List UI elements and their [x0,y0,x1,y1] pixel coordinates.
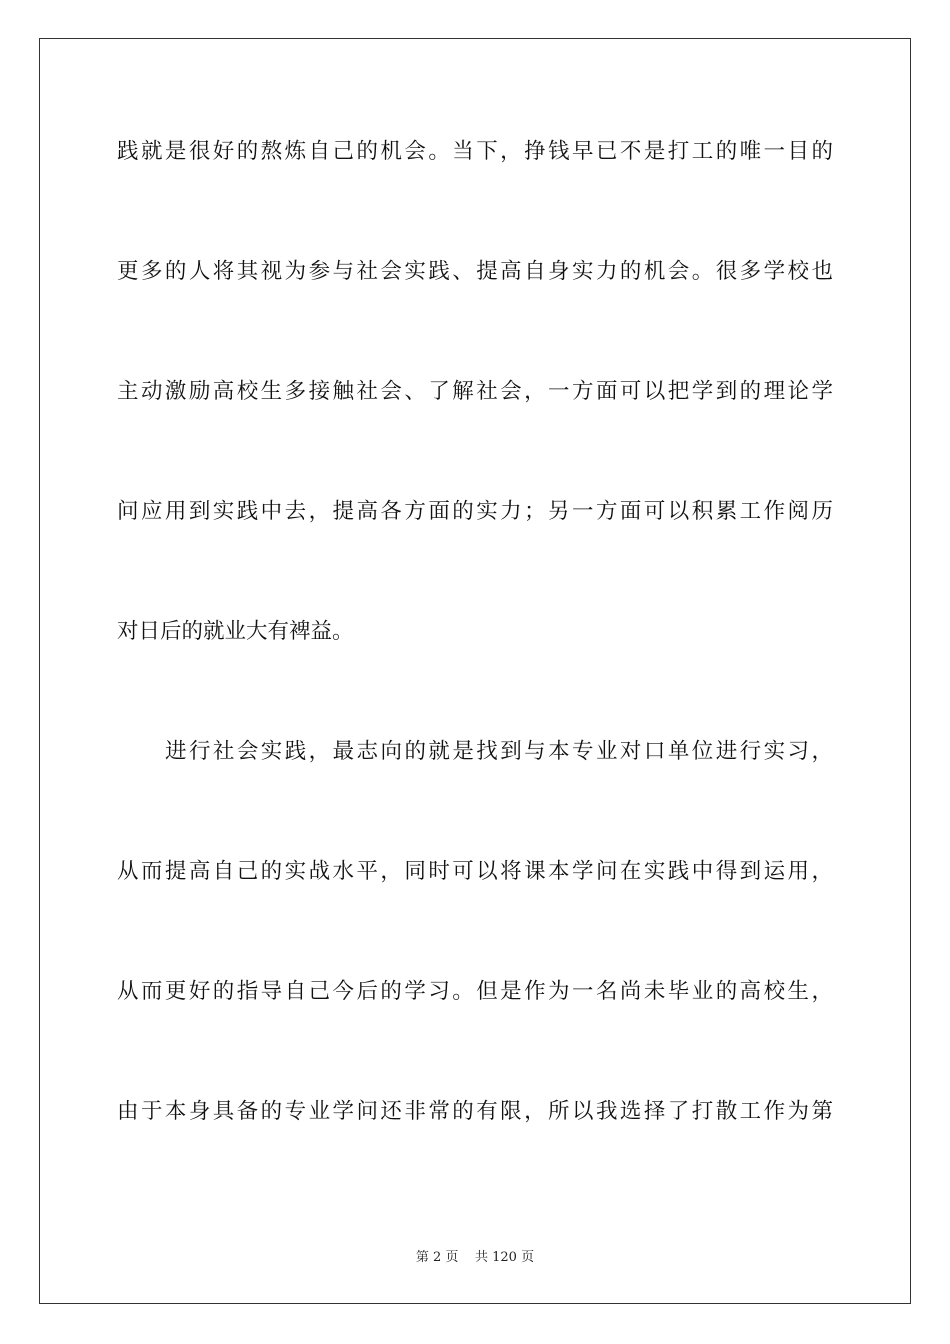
body-text-line-6: 进行社会实践，最志向的就是找到与本专业对口单位进行实习， [165,739,833,764]
page-total: 共 120 页 [475,1250,535,1265]
body-text-line-5: 对日后的就业大有裨益。 [117,619,354,644]
body-text-line-2: 更多的人将其视为参与社会实践、提高自身实力的机会。很多学校也 [117,259,833,284]
body-text-line-8: 从而更好的指导自己今后的学习。但是作为一名尚未毕业的高校生， [117,979,833,1004]
page-footer [0,1246,950,1265]
body-text-line-7: 从而提高自己的实战水平，同时可以将课本学问在实践中得到运用， [117,859,833,884]
body-text-line-4: 问应用到实践中去，提高各方面的实力；另一方面可以积累工作阅历 [117,499,833,524]
page-number: 第 2 页 [415,1250,459,1265]
body-text-line-9: 由于本身具备的专业学问还非常的有限，所以我选择了打散工作为第 [117,1099,833,1124]
body-text-line-1: 践就是很好的熬炼自己的机会。当下，挣钱早已不是打工的唯一目的 [117,139,833,164]
body-text-line-3: 主动激励高校生多接触社会、了解社会，一方面可以把学到的理论学 [117,379,833,404]
